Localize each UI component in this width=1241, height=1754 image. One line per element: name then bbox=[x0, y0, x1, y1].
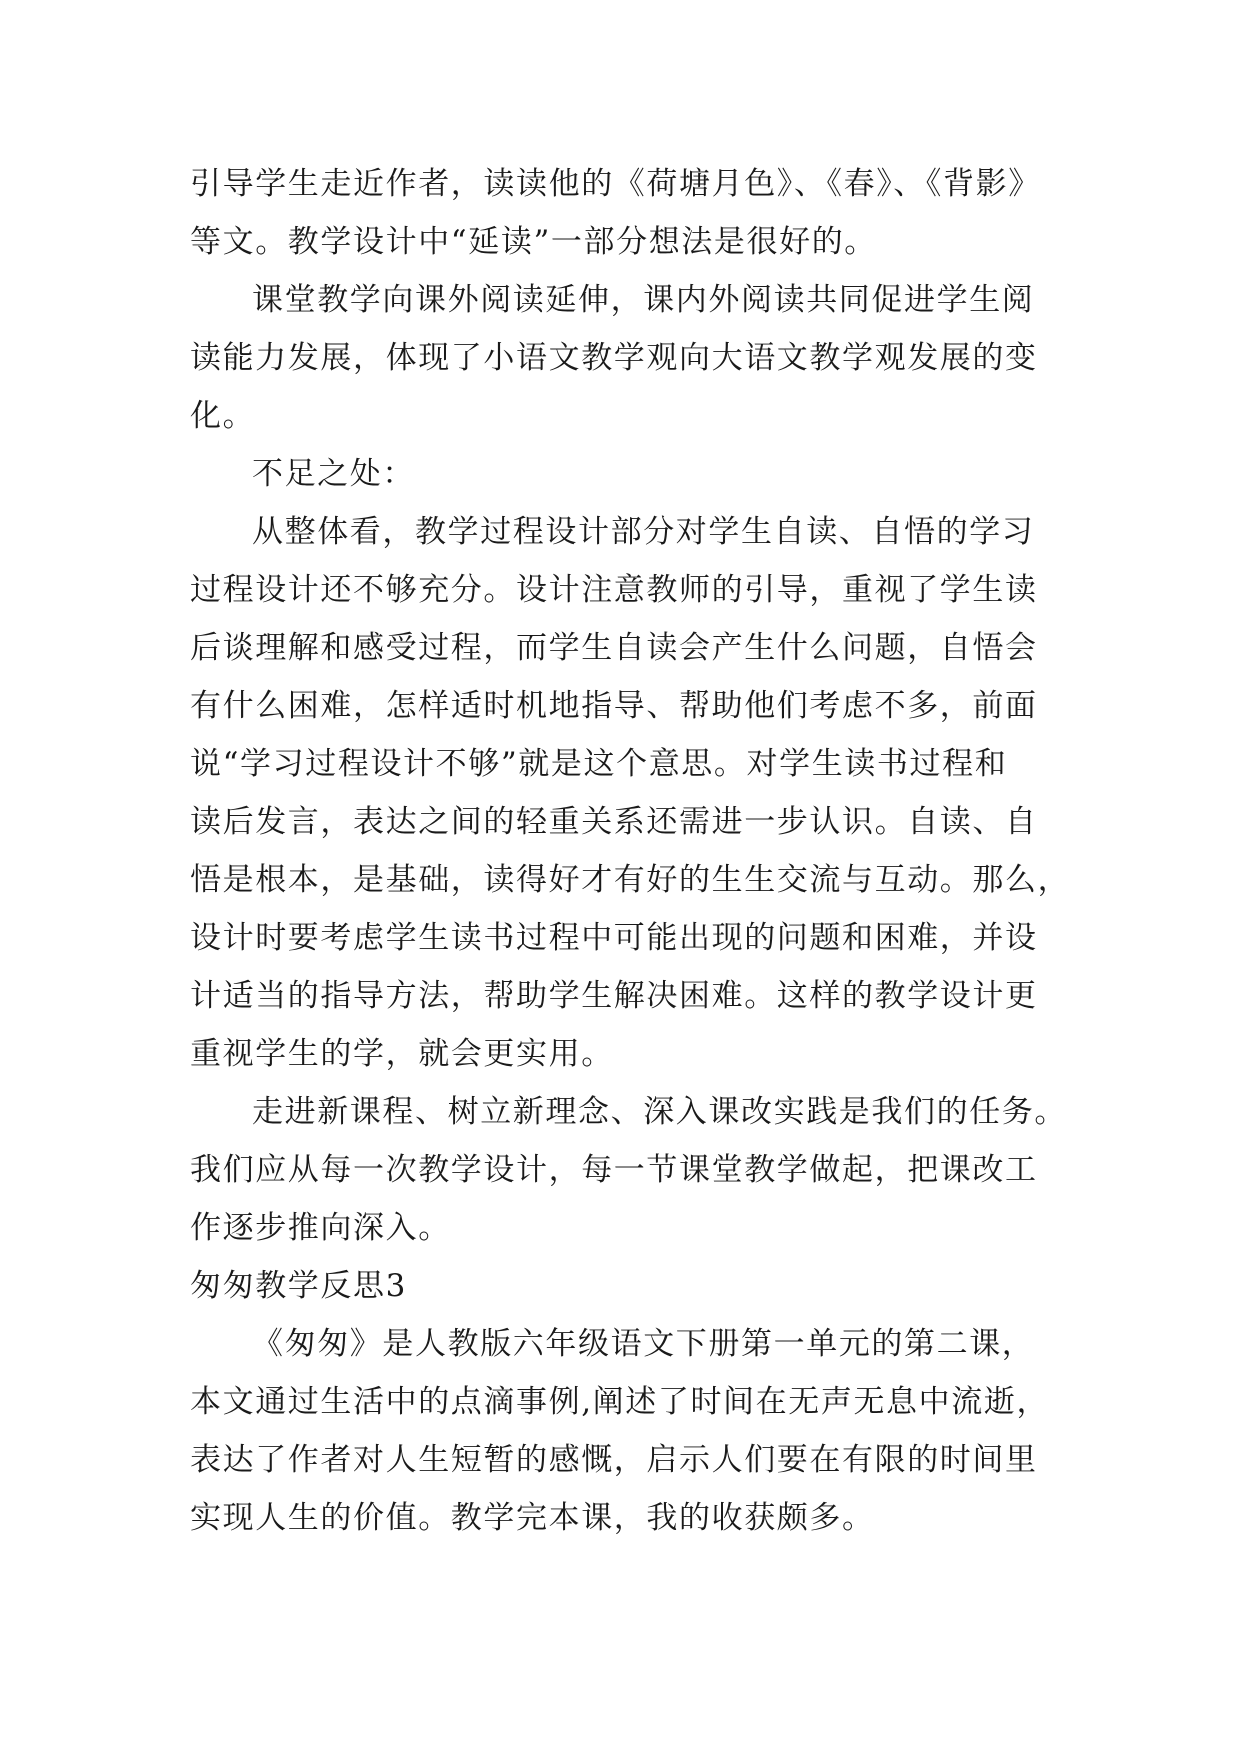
paragraph-1 bbox=[190, 155, 1060, 271]
paragraph-6 bbox=[190, 1315, 1060, 1547]
paragraph-2 bbox=[190, 271, 1060, 445]
paragraph-3 bbox=[190, 445, 1060, 503]
text-line: 走进新课程、树立新理念、深入课改实践是我们的任务。 bbox=[252, 1094, 1067, 1130]
text-line: 有什么困难，怎样适时机地指导、帮助他们考虑不多，前面 bbox=[190, 688, 1038, 724]
text-line: 引导学生走近作者，读读他的《荷塘月色》、《春》、《背影》 bbox=[190, 166, 1041, 202]
text-line: 课堂教学向课外阅读延伸，课内外阅读共同促进学生阅 bbox=[252, 282, 1035, 318]
text-line: 本文通过生活中的点滴事例,阐述了时间在无声无息中流逝， bbox=[190, 1384, 1050, 1420]
text-line: 我们应从每一次教学设计，每一节课堂教学做起，把课改工 bbox=[190, 1152, 1038, 1188]
text-line: 不足之处： bbox=[252, 456, 415, 492]
text-line: 《匆匆》是人教版六年级语文下册第一单元的第二课， bbox=[252, 1326, 1035, 1362]
text-line: 计适当的指导方法，帮助学生解决困难。这样的教学设计更 bbox=[190, 978, 1038, 1014]
text-line: 实现人生的价值。教学完本课，我的收获颇多。 bbox=[190, 1500, 875, 1536]
text-line: 作逐步推向深入。 bbox=[190, 1210, 451, 1246]
paragraph-4 bbox=[190, 503, 1071, 1083]
text-line: 说“学习过程设计不够”就是这个意思。对学生读书过程和 bbox=[190, 746, 1008, 782]
text-line: 设计时要考虑学生读书过程中可能出现的问题和困难，并设 bbox=[190, 920, 1038, 956]
text-line: 等文。教学设计中“延读”一部分想法是很好的。 bbox=[190, 224, 877, 260]
text-line: 悟是根本，是基础，读得好才有好的生生交流与互动。那么， bbox=[190, 862, 1071, 898]
text-line: 读后发言，表达之间的轻重关系还需进一步认识。自读、自 bbox=[190, 804, 1038, 840]
paragraph-5 bbox=[190, 1083, 1067, 1257]
text-line: 重视学生的学，就会更实用。 bbox=[190, 1036, 614, 1072]
text-line: 后谈理解和感受过程，而学生自读会产生什么问题，自悟会 bbox=[190, 630, 1038, 666]
document-page bbox=[190, 155, 1071, 1547]
text-line: 过程设计还不够充分。设计注意教师的引导，重视了学生读 bbox=[190, 572, 1038, 608]
text-line: 表达了作者对人生短暂的感慨，启示人们要在有限的时间里 bbox=[190, 1442, 1038, 1478]
text-line: 从整体看，教学过程设计部分对学生自读、自悟的学习 bbox=[252, 514, 1035, 550]
heading-line: 匆匆教学反思3 bbox=[190, 1268, 407, 1304]
text-line: 化。 bbox=[190, 398, 256, 434]
section-heading bbox=[190, 1257, 1060, 1315]
text-line: 读能力发展，体现了小语文教学观向大语文教学观发展的变 bbox=[190, 340, 1038, 376]
